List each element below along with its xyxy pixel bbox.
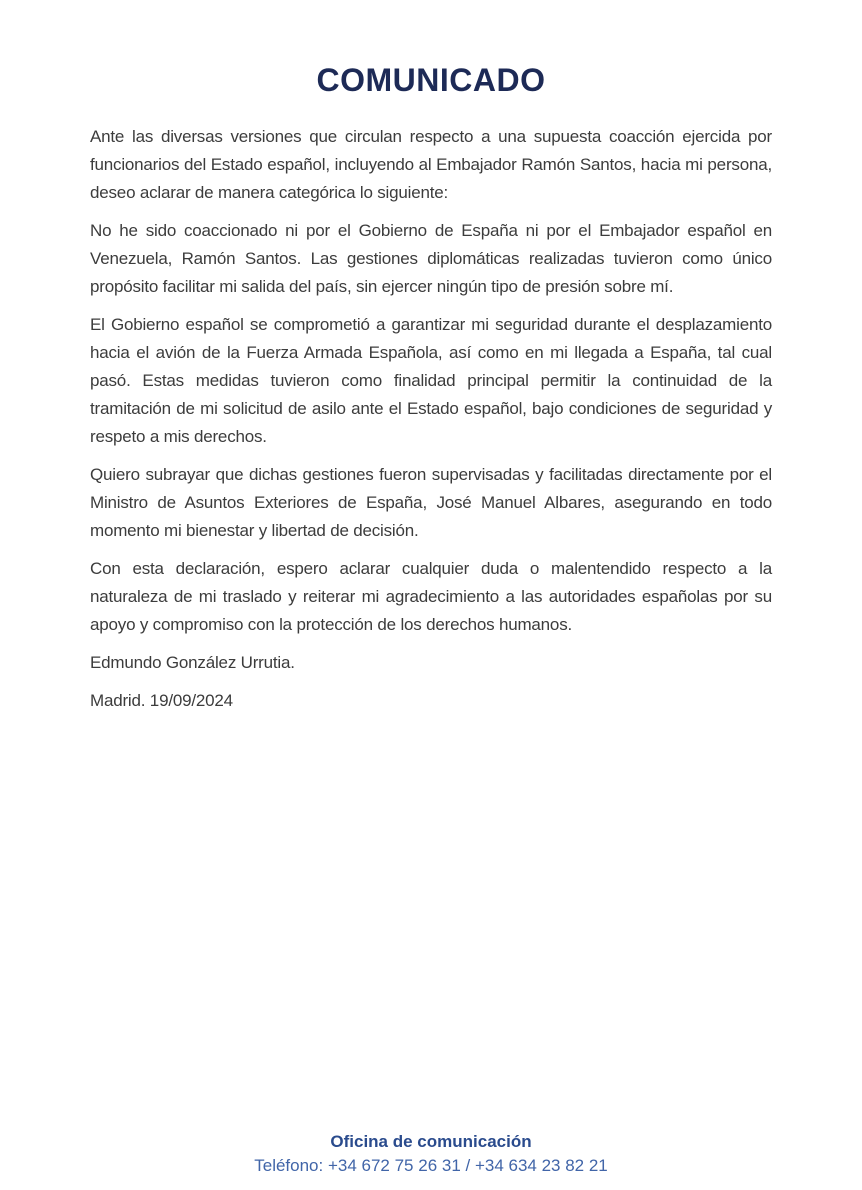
body-paragraph: Quiero subrayar que dichas gestiones fueron supervisadas y facilitadas directamente por el Ministro de Asuntos Exteriores de España, José Manuel Albares, asegurando en todo momento mi bienestar y libertad de decisión. [90, 465, 772, 540]
body-paragraph: Con esta declaración, espero aclarar cualquier duda o malentendido respecto a la naturaleza de mi traslado y reiterar mi agradecimiento a las autoridades españolas por su apoyo y compromiso con la protección de los derechos humanos. [90, 559, 772, 634]
signature-name: Edmundo González Urrutia. [90, 653, 295, 672]
footer [0, 1132, 862, 1176]
document-body [90, 123, 772, 715]
body-paragraph: No he sido coaccionado ni por el Gobierno de España ni por el Embajador español en Venezuela, Ramón Santos. Las gestiones diplomáticas realizadas tuvieron como único propósito facilitar mi salida del país, sin ejercer ningún tipo de presión sobre mí. [90, 221, 772, 296]
body-paragraph: Ante las diversas versiones que circulan respecto a una supuesta coacción ejercida por funcionarios del Estado español, incluyendo al Embajador Ramón Santos, hacia mi persona, deseo aclarar de manera categórica lo siguiente: [90, 127, 772, 202]
dateline: Madrid. 19/09/2024 [90, 691, 233, 710]
body-paragraph: El Gobierno español se comprometió a garantizar mi seguridad durante el desplazamiento hacia el avión de la Fuerza Armada Española, así como en mi llegada a España, tal cual pasó. Estas medidas tuvieron como finalidad principal permitir la continuidad de la tramitación de mi solicitud de asilo ante el Estado español, bajo condiciones de seguridad y respeto a mis derechos. [90, 315, 772, 446]
document-title: COMUNICADO [316, 62, 546, 98]
footer-office-title: Oficina de comunicación [330, 1132, 532, 1151]
footer-phone: Teléfono: +34 672 75 26 31 / +34 634 23 82 21 [254, 1156, 608, 1175]
